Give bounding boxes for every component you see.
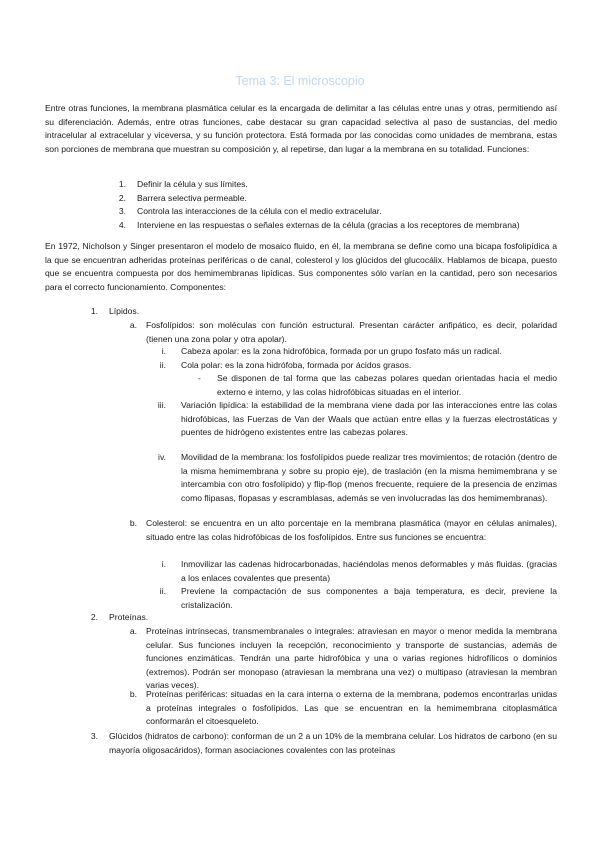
intro-paragraph: Entre otras funciones, la membrana plasmática celular es la encargada de delimitar a las células entre unas y otras, permitiendo así su diferenciación. Además, entre otras funciones, cabe destacar su gran capacidad selectiva al paso de sustancias, del medio intracelular al extracelular y viceversa, y su función protectora. Está formada por las conocidas como unidades de membrana, estas son porciones de membrana que muestran su composición y, al repetirse, dan lugar a la membrana en su totalidad. Funciones:	[45, 103, 557, 154]
document-page: Tema 3: El microscopio Entre otras funciones, la membrana plasmática celular es la encargada de delimitar a las células entre unas y otras, permitiendo así su diferenciación. Además, entre otras funciones, cabe destacar su gran capacidad selectiva al paso de sustancias, del medio intracelular al extracelular y viceversa, y su función protectora. Está formada por las conocidas como unidades de membrana, estas son porciones de membrana que muestran su composición y, al repetirse, dan lugar a la membrana en su totalidad. Funciones: 1. Definir la célula y sus límites. 2. Barrera selectiva permeable. 3. Controla las interacciones de la célula con el medio extracelular. 4. Interviene en las respuestas o señales externas de la célula (gracias a los receptores de membrana) En 1972, Nicholson y Singer presentaron el modelo de mosaico fluido, en él, la membrana se define como una bicapa fosfolipídica a la que se encuentran adheridas proteínas periféricas o de canal, colesterol y los glúcidos del glucocálix. Hablamos de bicapa, puesto que se encuentra compuesta por dos hemimembranas lipídicas. Sus componentes sólo varían en la cantidad, pero son necesarios para el correcto funcionamiento. Componentes: 1. Lípidos. a. Fosfolípidos: son moléculas con función estructural. Presentan carácter anfipático, es decir, polaridad (tienen una zona polar y otra apolar). i. Cabeza apolar: es la zona hidrofóbica, formada por un grupo fosfato más un radical. ii. Cola polar: es la zona hidrófoba, formada por ácidos grasos. - Se disponen de tal forma que las cabezas polares quedan orientadas hacia el medio externo e interno, y las colas hidrofóbicas situadas en el interior. iii. Variación lipídica: la estabilidad de la membrana viene dada por las interacciones entre las colas hidrofóbicas, las Fuerzas de Van der Waals que actúan entre ellas y la fuerzas electrostáticas y puentes de hidrógeno existentes entre las cabezas polares. iv. Movilidad de la membrana: los fosfolípidos puede realizar tres movimientos; de rotación (dentro de la misma hemimembrana y sobre su propio eje), de traslación (en la misma hemimembrana y se intercambia con otro fosfolípido) y flip-flop (menos frecuente, requiere de la presencia de enzimas como flipasas, flopasas y escramblasas, además se ven involucradas las dos hemimembranas). b. Colesterol: se encuentra en un alto porcentaje en la membrana plasmática (mayor en células animales), situado entre las colas hidrofóbicas de los fosfolípidos. Entre sus funciones se encuentra: i. Inmovilizar las cadenas hidrocarbonadas, haciéndolas menos deformables y más fluidas. (gracias a los enlaces covalentes que presenta) ii. Previene la compactación de sus componentes a baja temperatura, es decir, previene la cristalización. 2. Proteínas. a. Proteínas intrínsecas, transmembranales o integrales: atraviesan en mayor o menor medida la membrana celular. Sus funciones incluyen la recepción, reconocimiento y transporte de sustancias, además de funciones enzimáticas. Tendrán una parte hidrofóbica y una o varias regiones hidrofílicos o dominios (extremos). Podrán ser monopaso (atraviesan la membrana una vez) o multipaso (atraviesan la membran varias veces). b. Proteínas periféricas: situadas en la cara interna o externa de la membrana, podemos encontrarlas unidas a proteínas integrales o fosfolípidos. Las que se encuentran en la hemimembrana citoplasmática conformarán el citoesqueleto. 3. Glúcidos (hidratos de carbono): conforman de un 2 a un 10% de la membrana celular. Los hidratos de carbono (en su mayoría oligosacáridos), forman asociaciones covalentes con las proteínas	[0, 0, 600, 848]
document-title: Tema 3: El microscopio	[235, 74, 365, 88]
model-paragraph: En 1972, Nicholson y Singer presentaron el modelo de mosaico fluido, en él, la membrana se define como una bicapa fosfolipídica a la que se encuentran adheridas proteínas periféricas o de canal, colesterol y los glúcidos del glucocálix. Hablamos de bicapa, puesto que se encuentra compuesta por dos hemimembranas lipídicas. Sus componentes sólo varían en la cantidad, pero son necesarios para el correcto funcionamiento. Componentes:	[45, 241, 557, 292]
